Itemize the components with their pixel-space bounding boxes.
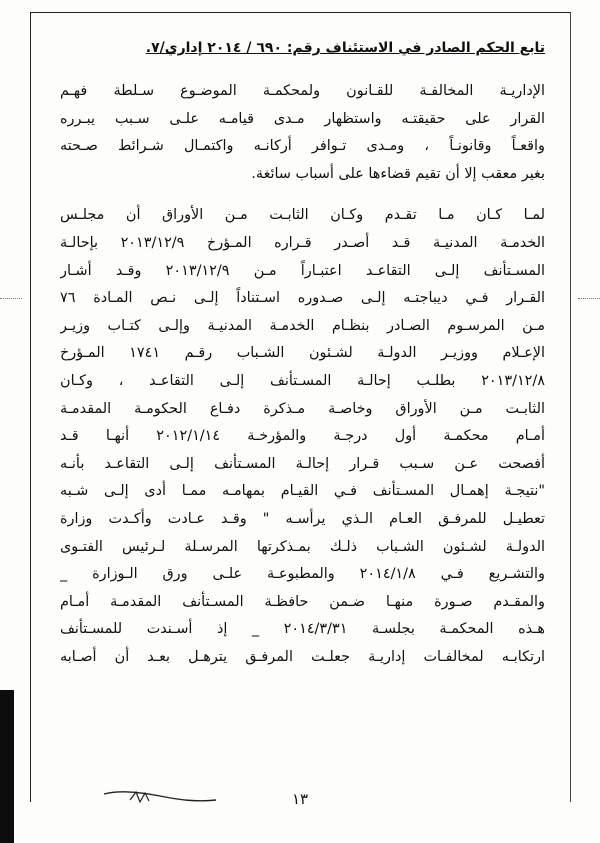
text-line: لمـا كـان مـا تقـدم وكـان الثابـت مـن الأوراق أن مجلـس [60,207,545,224]
text-line: والمقـدم صـورة منهـا ضـمن حافظـة المسـتأنف المقدمـة أمـام [60,593,545,610]
judgment-heading: تابع الحكم الصادر في الاستئناف رقم: ٦٩٠ / ٢٠١٤ إداري/٧. [145,40,545,56]
text-line: "نتيجـة إهمـال المسـتأنف فـي القيـام بمهامـه ممـا أدى إلـى شـبه [60,483,545,500]
page-right-border [570,12,571,802]
text-line: هـذه المحكمـة بجلسـة ٢٠١٤/٣/٣١ _ إذ أسـندت للمسـتأنف [60,621,545,638]
text-line: والتشـريع فـي ٢٠١٤/١/٨ والمطبوعـة علـى ورق الـوزارة _ [60,566,545,583]
text-line: أمـام محكمـة أول درجـة والمؤرخـة ٢٠١٢/١/١٤ أنهـا قـد [60,428,545,445]
paragraph-gap [60,188,545,202]
text-line: الخدمـة المدنيـة قـد أصـدر قـراره المـؤرخ ٢٠١٣/١٢/٩ بإحالـة [60,234,545,251]
page-number: ١٣ [291,790,309,808]
text-line: بغير معقب إلا أن تقيم قضاءها على أسباب سائغة. [251,165,545,182]
judgment-body [60,78,545,671]
text-line: ٢٠١٣/١٢/٨ بطلـب إحالـة المسـتأنف إلـى التقاعـد ، وكـان [60,372,545,389]
paragraph-1 [60,78,545,188]
text-line: الإداريـة المخالفـة للقـانون ولمحكمـة الموضـوع سـلطة فهـم [60,83,545,99]
page-top-border [30,12,570,13]
text-line: القـرار فـي ديباجتـه إلـى صـدوره اسـتناداً إلـى نـص المـادة ٧٦ [60,290,545,307]
paragraph-2 [60,202,545,671]
text-line: أفصحت عـن سـبب قـرار إحالـة المسـتأنف إلـى التقاعـد بأنـه [60,455,545,472]
text-line: المسـتأنف إلـى التقاعـد اعتبـاراً مـن ٢٠١٣/١٢/٩ وقـد أشـار [60,262,545,279]
text-line: واقعـاً وقانونـاً ، ومـدى تـوافر أركانـه واكتمـال شـرائط صـحته [60,138,545,155]
text-line: الدولـة لشـئون الشـباب ذلـك بمـذكرتها المرسـلة لـرئيس الفتـوى [60,538,545,555]
text-line: تعطيـل للمرفـق العـام الـذي يرأسـه " وقـد عـادت وأكـدت وزارة [60,510,545,527]
text-line: الثابـت مـن الأوراق وخاصـة مـذكرة دفـاع الحكومـة المقدمـة [60,400,545,417]
text-line: الإعـلام ووزيـر الدولـة لشـئون الشـباب رقـم ١٧٤١ المـؤرخ [60,345,545,362]
page-left-border [30,12,31,802]
punch-hole-marks-right [578,298,600,299]
scanner-edge-shadow [0,690,14,843]
text-line: القرار على حقيقتـه واستظهار مـدى قيامـه علـى سـبب يبـرره [60,110,545,127]
punch-hole-marks-left [0,298,22,299]
text-line: مـن المرسـوم الصـادر بنظـام الخدمـة المدنيـة وإلـى كتـاب وزيـر [60,317,545,334]
text-line: ارتكابـه لمخالفـات إداريـة جعلـت المرفـق يترهـل بعـد أن أصـابه [60,648,545,665]
